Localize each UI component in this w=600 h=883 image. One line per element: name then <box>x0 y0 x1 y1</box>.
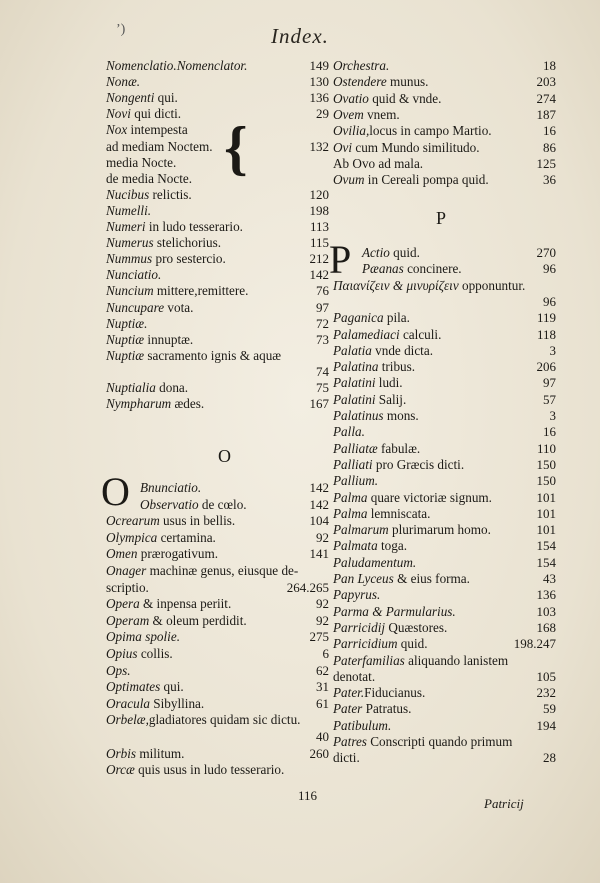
entry-text: qui. <box>154 90 178 106</box>
entry-headword: Nongenti <box>106 90 155 106</box>
index-entry <box>333 522 491 538</box>
entry-headword: Nunciatio. <box>106 267 162 283</box>
index-entry <box>333 172 489 188</box>
index-entry <box>106 596 231 612</box>
entry-page-number: 132 <box>309 138 329 154</box>
entry-headword: Nox <box>106 122 128 138</box>
index-entry <box>333 310 410 326</box>
index-entry <box>333 587 380 603</box>
initial-letter-o: O <box>101 469 130 514</box>
entry-page-number: 92 <box>316 596 329 612</box>
index-entry <box>106 139 213 155</box>
entry-text: concinere. <box>403 261 462 277</box>
index-entry <box>106 90 178 106</box>
page-title: Index. <box>271 24 329 48</box>
entry-page-number: 142 <box>309 267 329 283</box>
entry-headword: Nuncupare <box>106 299 165 315</box>
index-entry <box>333 636 428 652</box>
index-entry <box>106 348 281 364</box>
entry-page-number: 130 <box>309 74 329 90</box>
entry-headword: Palatinus <box>333 408 384 423</box>
entry-text: fabulæ. <box>377 440 421 456</box>
entry-headword: Parma & Parmularius. <box>333 603 456 619</box>
entry-text: sacramento ignis & aquæ <box>144 347 282 363</box>
entry-text: stelichorius. <box>153 235 222 251</box>
entry-headword: Optimates <box>106 679 161 695</box>
index-entry <box>106 300 193 316</box>
entry-headword: Palamediaci <box>333 326 400 342</box>
entry-page-number: 113 <box>309 219 329 234</box>
entry-headword: Parricidij <box>333 619 386 635</box>
index-entry <box>106 663 131 679</box>
entry-text: mittere,remittere. <box>153 283 249 299</box>
entry-page-number: 29 <box>316 106 329 122</box>
entry-text: machinæ genus, eiusque de- <box>146 563 299 578</box>
entry-page-number: 62 <box>316 662 329 678</box>
entry-text: munus. <box>386 74 429 90</box>
index-entry <box>106 712 300 728</box>
entry-page-number: 40 <box>316 729 329 744</box>
entry-text: militum. <box>136 745 185 761</box>
entry-page-number: 232 <box>536 685 556 701</box>
entry-page-number: 101 <box>536 489 556 505</box>
entry-text: pro sestercio. <box>152 251 226 267</box>
index-entry <box>106 513 235 529</box>
entry-headword: Ovi <box>333 139 353 155</box>
entry-page-number: 275 <box>309 629 329 645</box>
index-entry <box>333 343 433 359</box>
entry-text: denotat. <box>333 668 376 684</box>
index-entry <box>333 620 447 636</box>
entry-page-number: 73 <box>316 331 329 347</box>
entry-headword: Operam <box>106 612 150 628</box>
index-entry <box>333 278 525 294</box>
entry-headword: Pan Lyceus <box>333 571 394 586</box>
index-entry <box>333 473 378 489</box>
index-entry <box>333 123 492 139</box>
entry-page-number: 97 <box>543 375 556 391</box>
entry-headword: Ovilia, <box>333 123 370 139</box>
entry-text: gladiatores quidam sic dictu. <box>148 712 301 728</box>
entry-headword: Actio <box>362 245 390 260</box>
entry-text: usus in bellis. <box>159 513 236 529</box>
entry-text: Conscripti quando primum <box>366 734 513 749</box>
entry-page-number: 142 <box>309 496 329 512</box>
entry-headword: Pæanas <box>362 261 404 277</box>
entry-headword: Nummus <box>106 251 153 267</box>
entry-headword: Παιανίζειν & μινυρίζειν <box>333 277 459 293</box>
entry-text: de media Nocte. <box>106 170 193 186</box>
index-entry <box>106 106 181 122</box>
entry-page-number: 206 <box>536 359 556 375</box>
entry-headword: Ops. <box>106 662 131 678</box>
entry-page-number: 150 <box>536 473 556 489</box>
index-entry <box>106 629 180 645</box>
index-entry <box>106 530 216 546</box>
entry-text: opponuntur. <box>458 277 526 293</box>
entry-headword: Ostendere <box>333 74 387 90</box>
entry-text: quid. <box>397 636 428 652</box>
index-entry <box>106 267 161 283</box>
entry-headword: Pater <box>333 701 363 717</box>
entry-page-number: 150 <box>536 456 556 472</box>
entry-page-number: 125 <box>536 155 556 171</box>
entry-headword: Paludamentum. <box>333 554 417 570</box>
stray-mark: ʼ) <box>116 22 126 37</box>
index-entry <box>333 685 425 701</box>
entry-page-number: 141 <box>309 546 329 562</box>
entry-text: dicti. <box>333 750 360 766</box>
entry-headword: Observatio <box>140 496 199 512</box>
entry-headword: Orcæ <box>106 762 135 778</box>
entry-page-number: 16 <box>543 123 556 139</box>
entry-page-number: 203 <box>536 74 556 90</box>
entry-text: mons. <box>383 408 419 423</box>
index-entry <box>362 261 462 277</box>
index-entry <box>333 669 375 685</box>
index-entry <box>333 490 492 506</box>
entry-page-number: 101 <box>536 505 556 521</box>
index-entry <box>106 155 176 171</box>
entry-text: & oleum perdidit. <box>149 612 247 628</box>
entry-headword: Nuncium <box>106 283 154 299</box>
entry-headword: Palma <box>333 489 368 505</box>
index-entry <box>106 746 184 762</box>
index-entry <box>333 392 406 408</box>
entry-text: Ab Ovo ad mala. <box>333 155 424 171</box>
initial-letter-p: P <box>329 237 352 282</box>
entry-page-number: 194 <box>536 717 556 733</box>
entry-headword: Paterfamilias <box>333 652 405 668</box>
entry-headword: Olympica <box>106 529 158 545</box>
entry-headword: Ovatio <box>333 90 369 106</box>
entry-headword: Opius <box>106 646 138 661</box>
entry-page-number: 120 <box>309 186 329 202</box>
index-entry <box>362 245 420 261</box>
entry-text: calculi. <box>399 326 442 342</box>
entry-headword: Ovem <box>333 106 364 122</box>
entry-text: toga. <box>377 538 408 554</box>
entry-page-number: 167 <box>309 396 329 412</box>
entry-text: scriptio. <box>106 579 149 595</box>
index-entry <box>106 187 192 203</box>
index-entry <box>106 251 226 267</box>
entry-text: Quæstores. <box>385 619 448 635</box>
entry-page-number: 136 <box>536 587 556 603</box>
entry-page-number: 168 <box>536 619 556 635</box>
index-entry <box>333 327 441 343</box>
entry-page-number: 3 <box>549 408 556 423</box>
entry-page-number: 75 <box>316 380 329 395</box>
entry-page-number: 198.247 <box>513 636 556 652</box>
entry-page-number: 119 <box>536 310 556 326</box>
section-letter-o: O <box>218 446 231 466</box>
index-entry <box>106 283 248 299</box>
index-entry <box>333 571 470 587</box>
section-letter-p: P <box>436 208 447 228</box>
entry-text: Sibyllina. <box>149 695 205 711</box>
entry-text: vota. <box>164 299 194 315</box>
index-entry <box>333 734 512 750</box>
index-entry <box>106 563 298 579</box>
index-entry <box>333 555 416 571</box>
index-entry <box>333 58 389 74</box>
index-entry <box>106 696 204 712</box>
entry-headword: Nomenclatio.Nomenclator. <box>106 58 248 73</box>
entry-page-number: 74 <box>316 363 329 379</box>
entry-headword: Omen <box>106 546 138 562</box>
entry-page-number: 187 <box>536 106 556 122</box>
index-entry <box>333 424 365 440</box>
entry-page-number: 92 <box>316 529 329 545</box>
index-entry <box>333 750 360 766</box>
entry-headword: Nuptiæ. <box>106 315 148 331</box>
entry-headword: Nuptialia <box>106 380 156 395</box>
entry-page-number: 18 <box>543 58 556 73</box>
entry-text: tribus. <box>378 359 416 375</box>
index-entry <box>106 74 140 90</box>
entry-headword: Opera <box>106 596 140 612</box>
entry-page-number: 3 <box>549 342 556 358</box>
index-entry <box>106 396 204 412</box>
entry-text: ludi. <box>375 375 403 391</box>
entry-text: quid. <box>389 245 420 260</box>
entry-page-number: 96 <box>543 261 556 277</box>
entry-page-number: 28 <box>543 750 556 766</box>
entry-headword: Palatia <box>333 342 372 358</box>
entry-headword: Novi <box>106 106 131 122</box>
entry-page-number: 105 <box>536 668 556 684</box>
entry-text: ad mediam Noctem. <box>106 138 213 154</box>
entry-page-number: 36 <box>543 172 556 188</box>
catchword: Patricij <box>484 796 524 811</box>
entry-headword: Orchestra. <box>333 58 390 73</box>
index-entry <box>333 408 419 424</box>
entry-text: in Cereali pompa quid. <box>364 172 489 188</box>
entry-text: plurimarum homo. <box>388 522 491 538</box>
entry-page-number: 96 <box>543 293 556 309</box>
entry-page-number: 72 <box>316 315 329 331</box>
entry-page-number: 61 <box>316 695 329 711</box>
entry-text: ædes. <box>171 396 205 412</box>
entry-page-number: 264.265 <box>286 579 329 595</box>
index-entry <box>333 156 423 172</box>
entry-headword: Paganica <box>333 310 384 326</box>
entry-text: relictis. <box>149 186 192 202</box>
entry-page-number: 6 <box>322 646 329 661</box>
entry-page-number: 142 <box>309 480 329 495</box>
index-entry <box>106 332 193 348</box>
index-entry <box>106 235 221 251</box>
entry-page-number: 31 <box>316 679 329 695</box>
entry-page-number: 104 <box>309 513 329 529</box>
index-entry <box>333 359 415 375</box>
entry-headword: Palmata <box>333 538 378 554</box>
entry-page-number: 101 <box>536 522 556 538</box>
entry-page-number: 57 <box>543 391 556 407</box>
entry-headword: Palliati <box>333 456 373 472</box>
entry-text: quid & vnde. <box>368 90 442 106</box>
entry-page-number: 59 <box>543 701 556 717</box>
entry-page-number: 212 <box>309 251 329 267</box>
entry-page-number: 86 <box>543 139 556 155</box>
entry-headword: Orbelæ, <box>106 712 149 728</box>
index-entry <box>333 375 403 391</box>
index-entry <box>106 58 247 74</box>
index-entry <box>106 679 184 695</box>
entry-page-number: 136 <box>309 90 329 106</box>
entry-page-number: 92 <box>316 612 329 628</box>
entry-headword: Parricidium <box>333 636 398 652</box>
index-entry <box>106 316 147 332</box>
entry-headword: Ovum <box>333 172 365 188</box>
entry-text: quis usus in ludo tesserario. <box>134 762 285 778</box>
entry-page-number: 198 <box>309 202 329 218</box>
entry-headword: Palatina <box>333 359 379 375</box>
index-entry <box>106 219 243 235</box>
entry-text: lemniscata. <box>367 505 431 521</box>
index-entry <box>333 91 441 107</box>
index-entry <box>333 441 420 457</box>
index-entry <box>333 538 407 554</box>
entry-headword: Nympharum <box>106 396 172 412</box>
entry-text: pro Græcis dicti. <box>372 456 465 472</box>
entry-text: media Nocte. <box>106 154 177 170</box>
index-entry <box>106 762 284 778</box>
entry-headword: Palatini <box>333 375 376 391</box>
entry-text: qui dicti. <box>130 106 182 122</box>
entry-page-number: 43 <box>543 571 556 586</box>
entry-page-number: 154 <box>536 554 556 570</box>
entry-headword: Orbis <box>106 745 137 761</box>
index-entry <box>333 74 428 90</box>
entry-page-number: 97 <box>316 299 329 315</box>
entry-text: vnem. <box>363 106 400 122</box>
entry-text: & eius forma. <box>393 571 470 586</box>
entry-text: de cœlo. <box>198 496 247 512</box>
entry-headword: Palla. <box>333 424 365 440</box>
entry-page-number: 154 <box>536 538 556 554</box>
entry-text: certamina. <box>157 529 216 545</box>
entry-text: dona. <box>155 380 189 395</box>
index-entry <box>333 107 400 123</box>
entry-headword: Opima spolie. <box>106 629 180 645</box>
entry-headword: Palatini <box>333 391 376 407</box>
index-entry <box>106 546 218 562</box>
entry-page-number: 16 <box>543 424 556 440</box>
entry-page-number: 270 <box>536 245 556 260</box>
entry-headword: Patres <box>333 734 367 749</box>
index-entry <box>333 653 508 669</box>
entry-headword: Ocrearum <box>106 513 160 529</box>
entry-page-number: 76 <box>316 283 329 299</box>
entry-text: Salij. <box>375 391 407 407</box>
index-entry <box>106 122 188 138</box>
entry-text: innuptæ. <box>144 331 194 347</box>
index-entry <box>106 171 192 187</box>
entry-text: quare victoriæ signum. <box>367 489 492 505</box>
entry-text: locus in campo Martio. <box>369 123 492 139</box>
entry-headword: Numeri <box>106 219 146 234</box>
entry-text: qui. <box>160 679 184 695</box>
entry-page-number: 118 <box>536 326 556 342</box>
entry-text: aliquando lanistem <box>404 652 509 668</box>
entry-text: Fiducianus. <box>364 685 426 701</box>
entry-text: vnde dicta. <box>371 342 433 358</box>
entry-text: cum Mundo similitudo. <box>352 139 480 155</box>
entry-text: in ludo tesserario. <box>145 219 243 234</box>
entry-headword: Numerus <box>106 235 154 251</box>
index-entry <box>333 457 464 473</box>
index-entry <box>333 140 480 156</box>
entry-page-number: 110 <box>536 440 556 456</box>
entry-headword: Nucibus <box>106 186 150 202</box>
entry-page-number: 149 <box>309 58 329 73</box>
entry-headword: Palliatæ <box>333 440 378 456</box>
entry-text: pila. <box>383 310 410 326</box>
entry-text: prærogativum. <box>137 546 219 562</box>
entry-headword: Palmarum <box>333 522 389 538</box>
entry-headword: Onager <box>106 563 147 578</box>
entry-headword: Pater. <box>333 685 365 701</box>
entry-headword: Bnunciatio. <box>140 480 202 495</box>
index-entry <box>106 646 173 662</box>
entry-headword: Palma <box>333 505 368 521</box>
index-entry <box>333 506 430 522</box>
entry-headword: Pallium. <box>333 473 379 489</box>
entry-text: intempesta <box>127 122 188 138</box>
entry-headword: Patibulum. <box>333 717 392 733</box>
entry-page-number: 274 <box>536 90 556 106</box>
index-entry <box>333 718 391 734</box>
index-entry <box>106 380 188 396</box>
index-entry <box>333 604 456 620</box>
entry-headword: Oracula <box>106 695 150 711</box>
page-number: 116 <box>298 788 318 803</box>
entry-text: collis. <box>137 646 173 661</box>
entry-page-number: 115 <box>309 235 329 251</box>
entry-page-number: 103 <box>536 603 556 619</box>
index-entry <box>106 203 151 219</box>
index-entry <box>140 497 247 513</box>
index-entry <box>106 613 247 629</box>
entry-headword: Nuptiæ <box>106 331 145 347</box>
entry-text: & inpensa periit. <box>139 596 232 612</box>
index-entry <box>106 580 149 596</box>
entry-text: Patratus. <box>362 701 412 717</box>
entry-headword: Numelli. <box>106 202 152 218</box>
entry-headword: Nuptiæ <box>106 347 145 363</box>
entry-headword: Papyrus. <box>333 587 381 603</box>
entry-headword: Nonæ. <box>106 74 141 90</box>
index-entry <box>140 480 201 496</box>
curly-brace: { <box>224 115 248 181</box>
entry-page-number: 260 <box>309 745 329 761</box>
index-entry <box>333 701 411 717</box>
